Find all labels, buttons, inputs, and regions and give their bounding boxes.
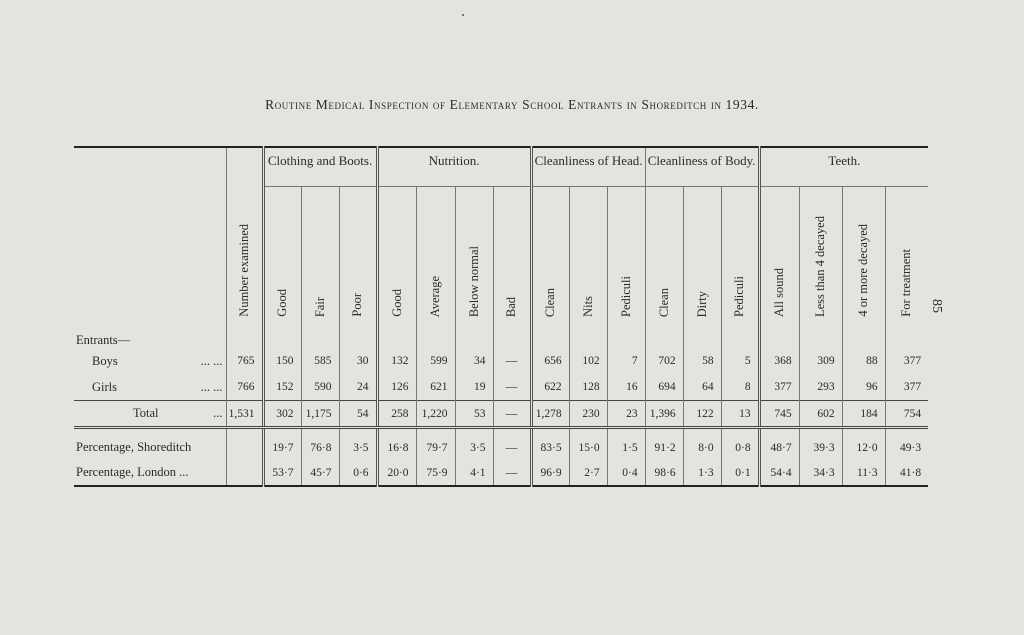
- table-cell: 7: [607, 348, 645, 374]
- row-label: [74, 435, 226, 460]
- table-cell: 96·9: [531, 460, 569, 486]
- col-header: For treatment: [885, 187, 928, 330]
- table-row: [74, 374, 928, 401]
- table-cell: 23: [607, 401, 645, 428]
- table-cell: 3·5: [339, 435, 377, 460]
- col-header: Below normal: [455, 187, 493, 330]
- table-cell: 599: [416, 348, 455, 374]
- table-cell: 19·7: [263, 435, 301, 460]
- row-label: [74, 460, 226, 486]
- table-cell: 98·6: [645, 460, 683, 486]
- table-cell: 132: [377, 348, 416, 374]
- row-label: [74, 374, 226, 401]
- table-cell: 656: [531, 348, 569, 374]
- table-cell: 102: [569, 348, 607, 374]
- table-cell: 83·5: [531, 435, 569, 460]
- col-header: Average: [416, 187, 455, 330]
- leader-dots: ...: [213, 406, 223, 420]
- table-row: [74, 329, 928, 348]
- table-cell: 590: [301, 374, 339, 401]
- col-header: Less than 4 decayed: [799, 187, 842, 330]
- col-header: 4 or more decayed: [842, 187, 885, 330]
- table-cell: [226, 435, 263, 460]
- table-cell: 49·3: [885, 435, 928, 460]
- table-cell: 58: [683, 348, 721, 374]
- table-cell: 48·7: [759, 435, 799, 460]
- table-cell: 293: [799, 374, 842, 401]
- table-cell: 694: [645, 374, 683, 401]
- table-cell: —: [493, 401, 531, 428]
- table-cell: 24: [339, 374, 377, 401]
- col-header: Pediculi: [721, 187, 759, 330]
- table-cell: 621: [416, 374, 455, 401]
- row-label-text: Total: [133, 406, 159, 420]
- table-row: [74, 460, 928, 486]
- table-cell: 0·1: [721, 460, 759, 486]
- table-row: [74, 348, 928, 374]
- table-cell: 4·1: [455, 460, 493, 486]
- table-cell: 585: [301, 348, 339, 374]
- page-number: 85: [929, 299, 944, 313]
- leader-dots: ... ...: [200, 353, 223, 368]
- table-cell: 745: [759, 401, 799, 428]
- table-cell: 2·7: [569, 460, 607, 486]
- col-header: Bad: [493, 187, 531, 330]
- table-cell: 622: [531, 374, 569, 401]
- table-cell: 152: [263, 374, 301, 401]
- table-cell: 1,278: [531, 401, 569, 428]
- table-cell: 76·8: [301, 435, 339, 460]
- table-cell: 1·3: [683, 460, 721, 486]
- table-cell: 258: [377, 401, 416, 428]
- table-cell: 754: [885, 401, 928, 428]
- col-header: Clean: [645, 187, 683, 330]
- col-header: Good: [377, 187, 416, 330]
- table-cell: 702: [645, 348, 683, 374]
- table-cell: 34·3: [799, 460, 842, 486]
- table-cell: 122: [683, 401, 721, 428]
- col-header: Fair: [301, 187, 339, 330]
- table-cell: 16·8: [377, 435, 416, 460]
- table-cell: 34: [455, 348, 493, 374]
- table-cell: 0·8: [721, 435, 759, 460]
- table-cell: 0·4: [607, 460, 645, 486]
- table-row: [74, 401, 928, 428]
- group-header-head: Cleanliness of Head.: [531, 147, 645, 187]
- table-cell: 377: [885, 348, 928, 374]
- col-header: Nits: [569, 187, 607, 330]
- table-cell: 377: [759, 374, 799, 401]
- table-cell: 79·7: [416, 435, 455, 460]
- row-label-text: Percentage, Shoreditch: [76, 440, 192, 454]
- table-cell: 91·2: [645, 435, 683, 460]
- leader-dots: ... ...: [200, 379, 223, 394]
- table-cell: 54: [339, 401, 377, 428]
- table-cell: —: [493, 374, 531, 401]
- group-header-teeth: Teeth.: [759, 147, 928, 187]
- row-label-text: Boys: [92, 353, 118, 368]
- table-cell: 1·5: [607, 435, 645, 460]
- table-cell: 368: [759, 348, 799, 374]
- table-cell: 309: [799, 348, 842, 374]
- table-cell: 126: [377, 374, 416, 401]
- col-header: Good: [263, 187, 301, 330]
- col-header: Poor: [339, 187, 377, 330]
- table-cell: 64: [683, 374, 721, 401]
- row-label: [74, 348, 226, 374]
- table-cell: 88: [842, 348, 885, 374]
- group-header-nutrition: Nutrition.: [377, 147, 531, 187]
- table-cell: 3·5: [455, 435, 493, 460]
- table-cell: 5: [721, 348, 759, 374]
- inspection-table: [74, 146, 928, 487]
- table-cell: 75·9: [416, 460, 455, 486]
- label-header-cell: [74, 147, 226, 329]
- table-cell: 1,396: [645, 401, 683, 428]
- col-header: Number examined: [226, 147, 263, 329]
- table-cell: 41·8: [885, 460, 928, 486]
- col-header: Pediculi: [607, 187, 645, 330]
- table-cell: 184: [842, 401, 885, 428]
- table-cell: 19: [455, 374, 493, 401]
- col-header: Clean: [531, 187, 569, 330]
- table-cell: —: [493, 435, 531, 460]
- table-cell: 8·0: [683, 435, 721, 460]
- table-cell: 1,220: [416, 401, 455, 428]
- table-title: Routine Medical Inspection of Elementary School Entrants in Shoreditch in 1934.: [265, 97, 759, 112]
- table-cell: 54·4: [759, 460, 799, 486]
- table-cell: 11·3: [842, 460, 885, 486]
- table-cell: 20·0: [377, 460, 416, 486]
- table-cell: 1,531: [226, 401, 263, 428]
- row-label-text: Percentage, London ...: [76, 465, 189, 479]
- table-cell: 53·7: [263, 460, 301, 486]
- table-cell: 30: [339, 348, 377, 374]
- table-cell: 1,175: [301, 401, 339, 428]
- group-header-body: Cleanliness of Body.: [645, 147, 759, 187]
- table-cell: —: [493, 460, 531, 486]
- table-cell: 39·3: [799, 435, 842, 460]
- col-header: All sound: [759, 187, 799, 330]
- table-cell: [226, 460, 263, 486]
- table-cell: 53: [455, 401, 493, 428]
- table-cell: 230: [569, 401, 607, 428]
- table-cell: 766: [226, 374, 263, 401]
- group-header-clothing: Clothing and Boots.: [263, 147, 377, 187]
- table-row: [74, 435, 928, 460]
- table-cell: 15·0: [569, 435, 607, 460]
- table-cell: 13: [721, 401, 759, 428]
- table-cell: 302: [263, 401, 301, 428]
- table-cell: 12·0: [842, 435, 885, 460]
- spacer-row: [74, 428, 928, 436]
- table-cell: 377: [885, 374, 928, 401]
- group-header-row: [74, 147, 928, 187]
- table-cell: 96: [842, 374, 885, 401]
- table-cell: 45·7: [301, 460, 339, 486]
- table-cell: 602: [799, 401, 842, 428]
- row-label-text: Girls: [92, 379, 117, 394]
- table-cell: 8: [721, 374, 759, 401]
- col-header: Dirty: [683, 187, 721, 330]
- table-cell: 765: [226, 348, 263, 374]
- table-cell: —: [493, 348, 531, 374]
- table-cell: 150: [263, 348, 301, 374]
- row-label: [74, 401, 226, 428]
- row-label: Entrants—: [76, 333, 131, 347]
- table-cell: 0·6: [339, 460, 377, 486]
- speck: [462, 14, 464, 16]
- table-cell: 16: [607, 374, 645, 401]
- table-cell: 128: [569, 374, 607, 401]
